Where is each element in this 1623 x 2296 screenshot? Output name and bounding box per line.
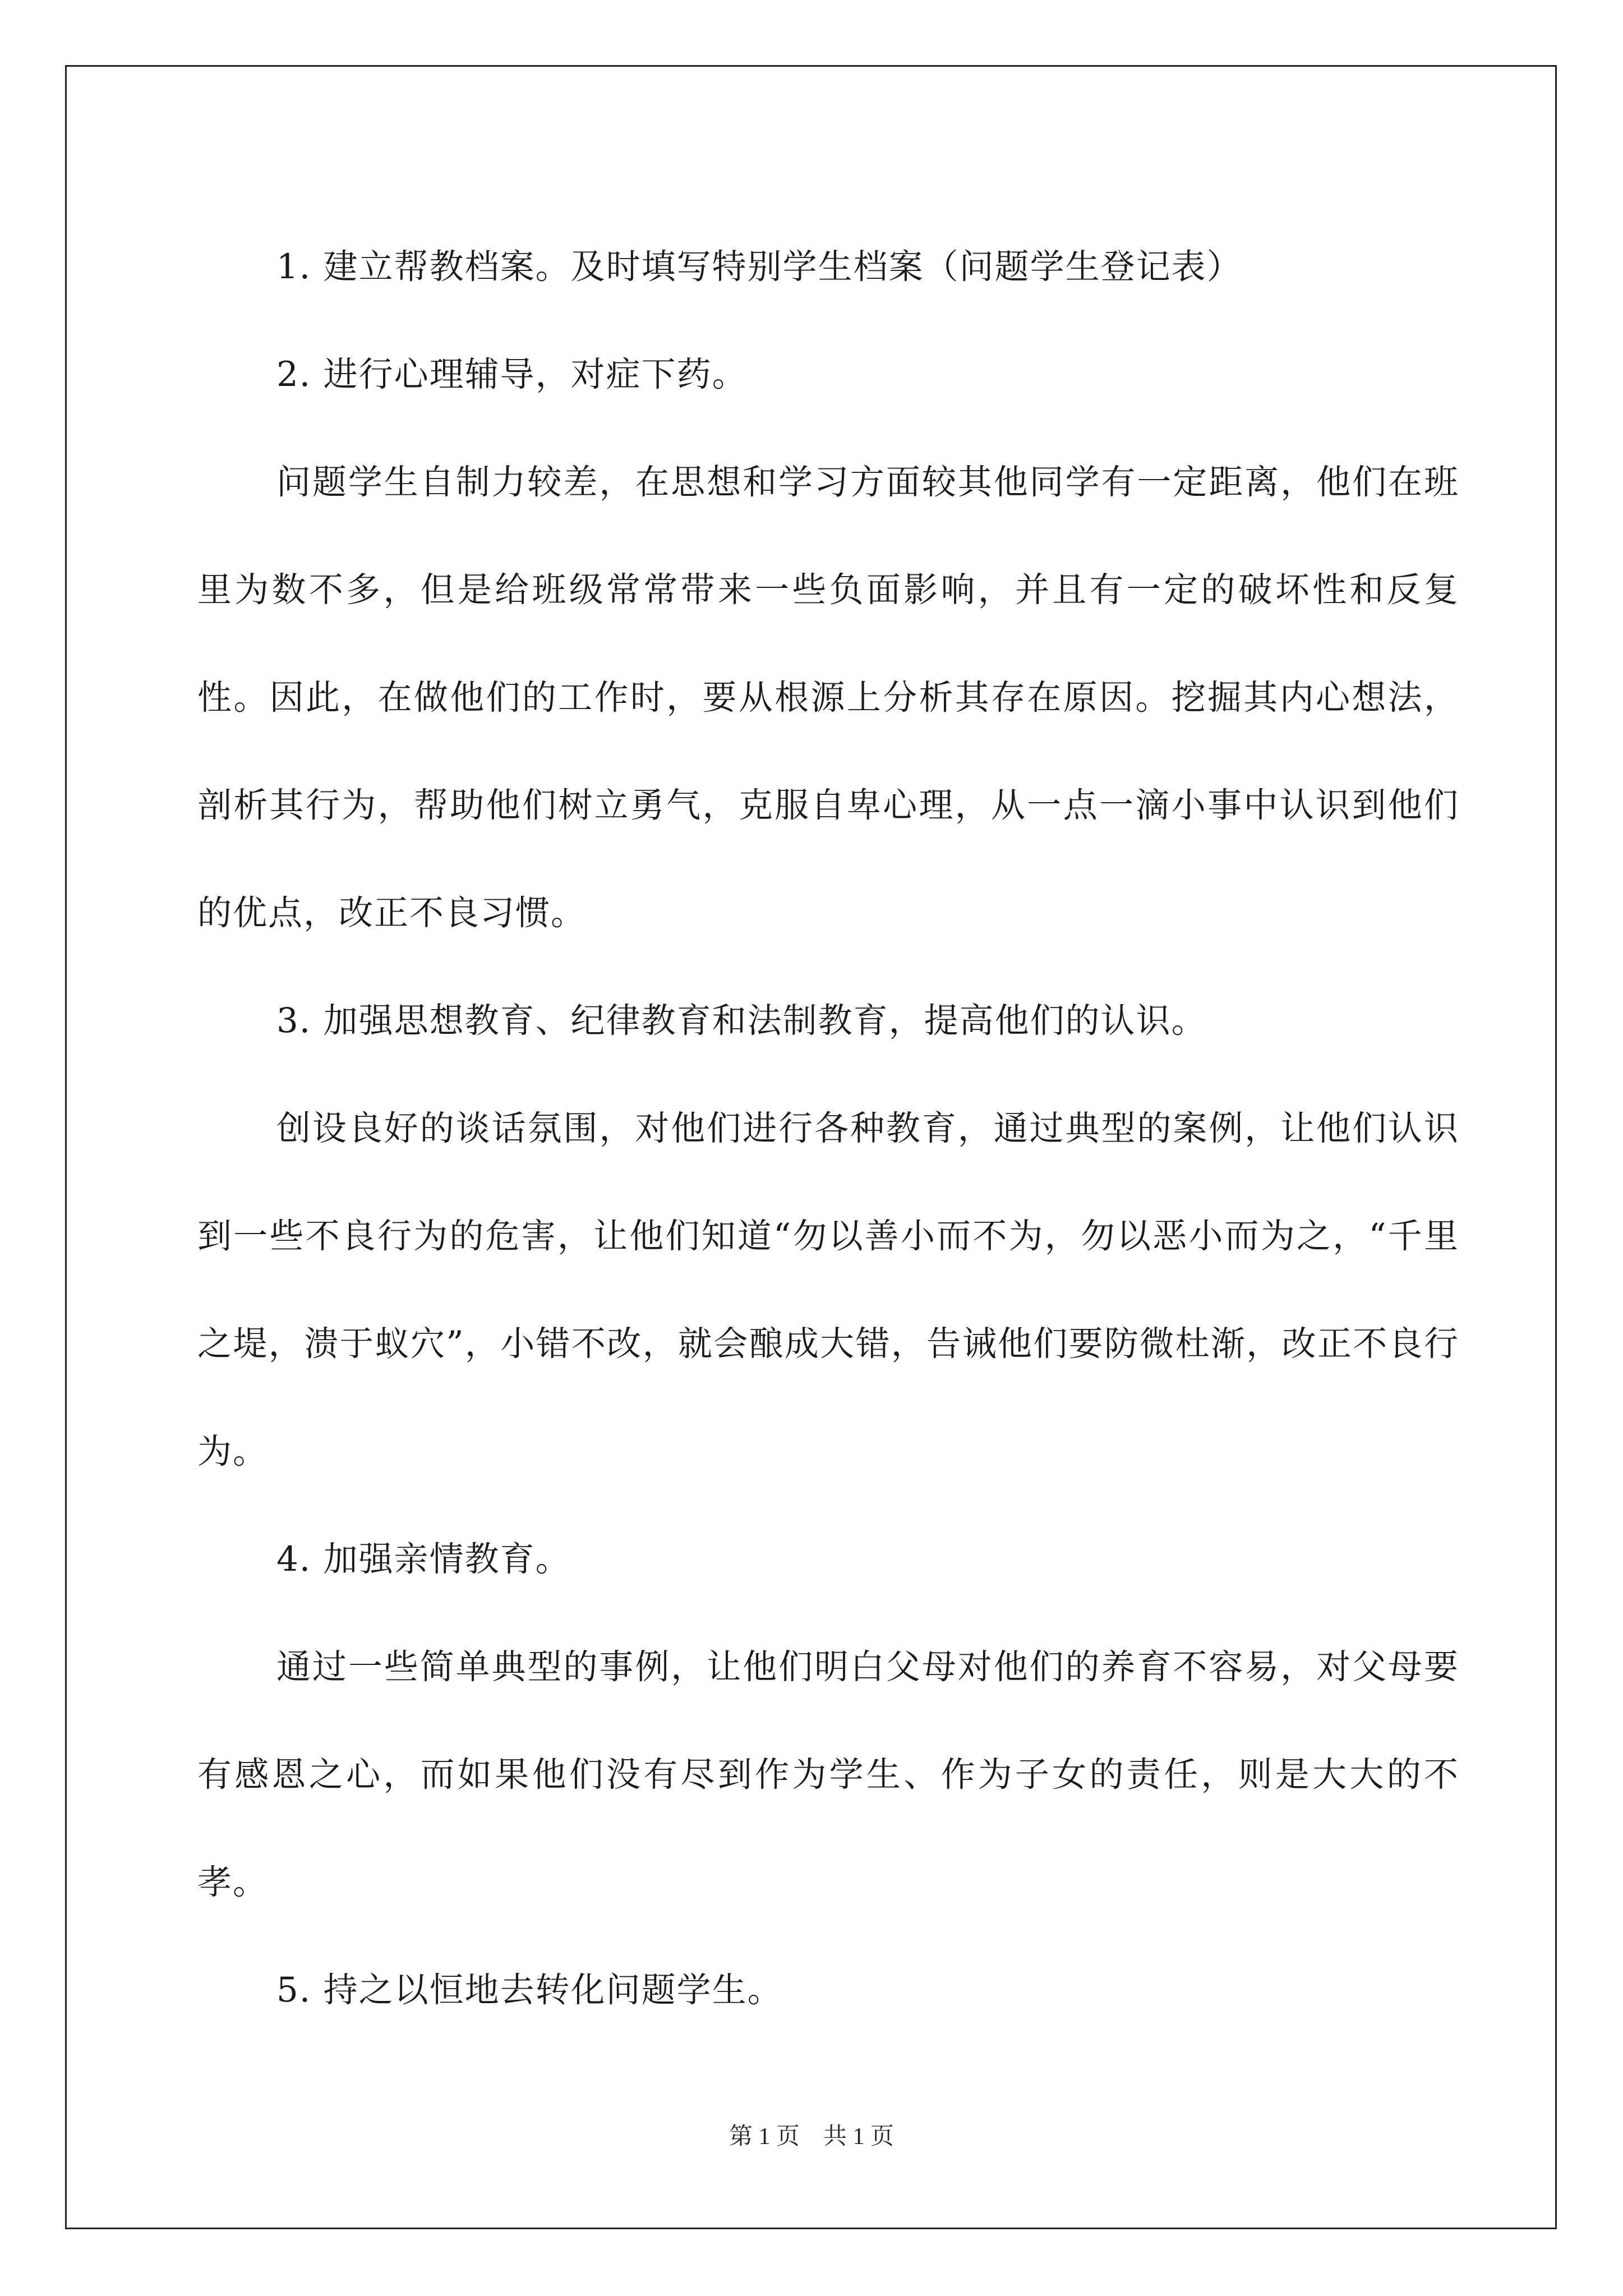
paragraph-item-1: 1. 建立帮教档案。及时填写特别学生档案（问题学生登记表） bbox=[276, 247, 1242, 287]
page-number-footer: 第 1 页 共 1 页 bbox=[728, 2124, 894, 2150]
paragraph-body-1: 问题学生自制力较差，在思想和学习方面较其他同学有一定距离，他们在班里为数不多，但是给班级常常带来一些负面影响，并且有一定的破坏性和反复性。因此，在做他们的工作时，要从根源上分析其存在原因。挖掘其内心想法，剖析其行为，帮助他们树立勇气，克服自卑心理，从一点一滴小事中认识到他们的优点，改正不良习惯。 bbox=[197, 462, 1459, 933]
paragraph-body-3: 通过一些简单典型的事例，让他们明白父母对他们的养育不容易，对父母要有感恩之心，而如果他们没有尽到作为学生、作为子女的责任，则是大大的不孝。 bbox=[197, 1647, 1459, 1902]
paragraph-item-5: 5. 持之以恒地去转化问题学生。 bbox=[276, 1970, 783, 2010]
document-body bbox=[197, 213, 1459, 2044]
paragraph-item-3: 3. 加强思想教育、纪律教育和法制教育，提高他们的认识。 bbox=[276, 1001, 1207, 1041]
paragraph-item-2: 2. 进行心理辅导，对症下药。 bbox=[276, 355, 748, 394]
paragraph-item-4: 4. 加强亲情教育。 bbox=[276, 1539, 571, 1579]
paragraph-body-2: 创设良好的谈话氛围，对他们进行各种教育，通过典型的案例，让他们认识到一些不良行为的危害，让他们知道“勿以善小而不为，勿以恶小而为之，“千里之堤，溃于蚁穴”，小错不改，就会酿成大错，告诫他们要防微杜渐，改正不良行为。 bbox=[197, 1108, 1459, 1471]
